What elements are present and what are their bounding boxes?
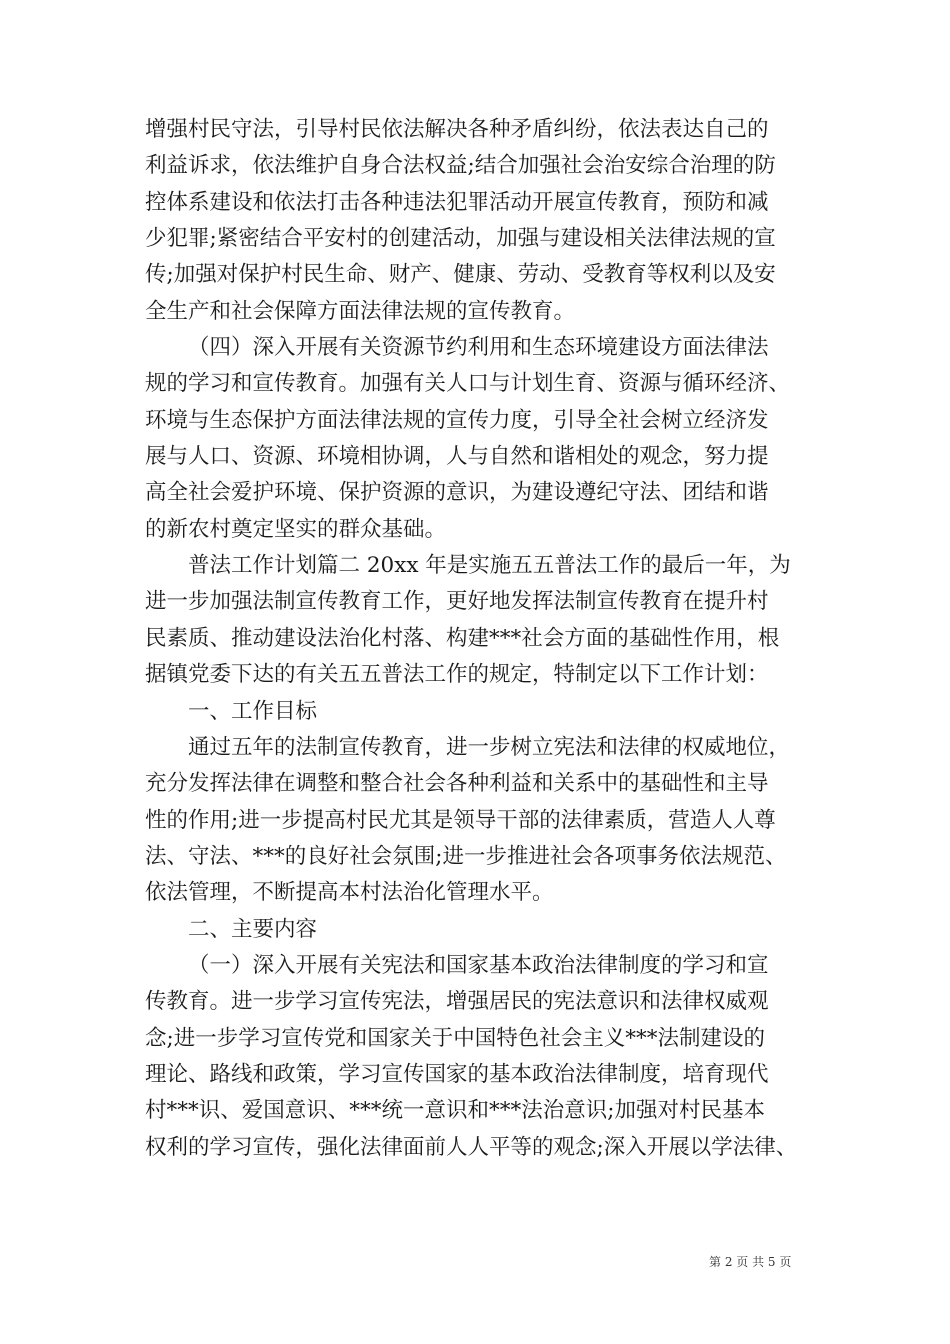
text-line: 据镇党委下达的有关五五普法工作的规定，特制定以下工作计划： <box>145 662 769 688</box>
text-line: 展与人口、资源、环境相协调，人与自然和谐相处的观念，努力提 <box>145 444 769 470</box>
text-line: 性的作用;进一步提高村民尤其是领导干部的法律素质，营造人人尊 <box>145 807 776 833</box>
text-line: 传;加强对保护村民生命、财产、健康、劳动、受教育等权利以及安 <box>145 262 776 288</box>
paragraph-start-line: （四）深入开展有关资源节约利用和生态环境建设方面法律法 <box>188 335 769 361</box>
text-line: 村***识、爱国意识、***统一意识和***法治意识;加强对村民基本 <box>145 1098 765 1124</box>
text-line: 环境与生态保护方面法律法规的宣传力度，引导全社会树立经济发 <box>145 407 769 433</box>
text-line: 理论、路线和政策，学习宣传国家的基本政治法律制度，培育现代 <box>145 1061 769 1087</box>
paragraph-start-line: 通过五年的法制宣传教育，进一步树立宪法和法律的权威地位， <box>188 734 791 760</box>
text-line: 增强村民守法，引导村民依法解决各种矛盾纠纷，依法表达自己的 <box>145 117 769 142</box>
paragraph-start-line: 普法工作计划篇二 20xx 年是实施五五普法工作的最后一年，为 <box>188 553 791 579</box>
document-body <box>145 112 815 1166</box>
text-line: 依法管理，不断提高本村法治化管理水平。 <box>145 880 554 906</box>
text-line: 充分发挥法律在调整和整合社会各种利益和关系中的基础性和主导 <box>145 771 769 797</box>
text-line: 利益诉求，依法维护自身合法权益;结合加强社会治安综合治理的防 <box>145 153 776 179</box>
section-heading: 一、工作目标 <box>188 698 318 724</box>
text-line: 法、守法、***的良好社会氛围;进一步推进社会各项事务依法规范、 <box>145 843 787 869</box>
text-line: 规的学习和宣传教育。加强有关人口与计划生育、资源与循环经济、 <box>145 371 791 397</box>
text-line: 的新农村奠定坚实的群众基础。 <box>145 516 447 542</box>
page-number: 第 2 页 共 5 页 <box>709 1255 792 1269</box>
text-line: 少犯罪;紧密结合平安村的创建活动，加强与建设相关法律法规的宣 <box>145 226 776 252</box>
paragraph-start-line: （一）深入开展有关宪法和国家基本政治法律制度的学习和宣 <box>188 952 769 978</box>
text-line: 高全社会爱护环境、保护资源的意识，为建设遵纪守法、团结和谐 <box>145 480 769 506</box>
text-line: 进一步加强法制宣传教育工作，更好地发挥法制宣传教育在提升村 <box>145 589 769 615</box>
text-line: 民素质、推动建设法治化村落、构建***社会方面的基础性作用，根 <box>145 625 780 651</box>
text-line: 念;进一步学习宣传党和国家关于中国特色社会主义***法制建设的 <box>145 1025 765 1051</box>
text-line: 传教育。进一步学习宣传宪法，增强居民的宪法意识和法律权威观 <box>145 989 769 1015</box>
text-line: 权利的学习宣传，强化法律面前人人平等的观念;深入开展以学法律、 <box>145 1134 798 1160</box>
text-line: 控体系建设和依法打击各种违法犯罪活动开展宣传教育，预防和减 <box>145 189 769 215</box>
text-line: 全生产和社会保障方面法律法规的宣传教育。 <box>145 298 576 324</box>
section-heading: 二、主要内容 <box>188 916 318 942</box>
